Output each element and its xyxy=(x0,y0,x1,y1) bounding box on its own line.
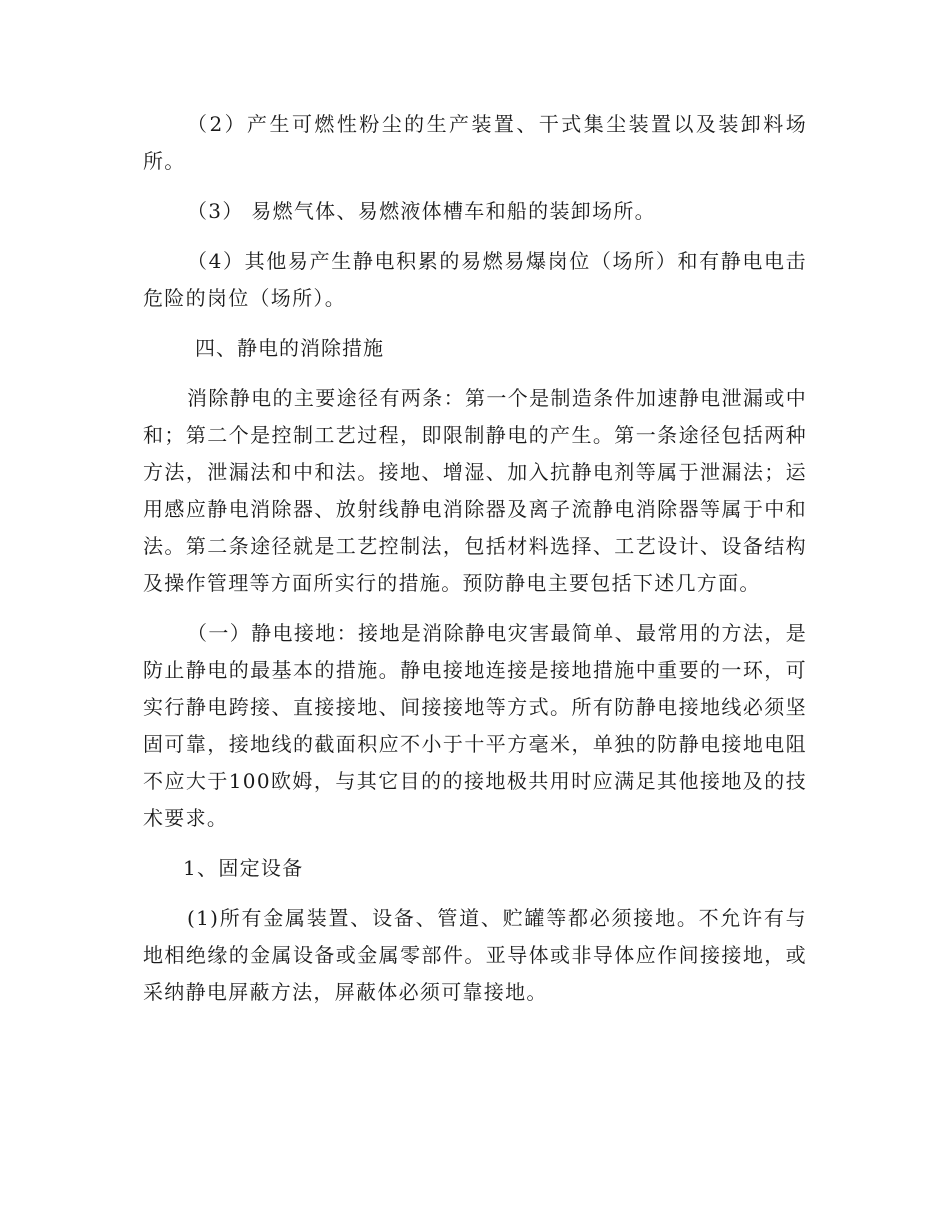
subsection-heading: 1、固定设备 xyxy=(183,856,304,880)
list-item-4: （4）其他易产生静电积累的易燃易爆岗位（场所）和有静电电击危险的岗位（场所）。 xyxy=(143,249,807,310)
list-item-2: （2）产生可燃性粉尘的生产装置、干式集尘装置以及装卸料场所。 xyxy=(143,112,807,173)
document-body xyxy=(143,106,807,1024)
list-item-3: （3） 易燃气体、易燃液体槽车和船的装卸场所。 xyxy=(187,199,656,223)
section-heading: 四、静电的消除措施 xyxy=(195,336,384,360)
body-paragraph-elimination: 消除静电的主要途径有两条：第一个是制造条件加速静电泄漏或中和；第二个是控制工艺过程，即限制静电的产生。第一条途径包括两种方法，泄漏法和中和法。接地、增湿、加入抗静电剂等属于泄漏法；运用感应静电消除器、放射线静电消除器及离子流静电消除器等属于中和法。第二条途径就是工艺控制法，包括材料选择、工艺设计、设备结构及操作管理等方面所实行的措施。预防静电主要包括下述几方面。 xyxy=(143,386,807,595)
body-paragraph-grounding: （一）静电接地：接地是消除静电灾害最简单、最常用的方法，是防止静电的最基本的措施。静电接地连接是接地措施中重要的一环，可实行静电跨接、直接接地、间接接地等方式。所有防静电接地线必须坚固可靠，接地线的截面积应不小于十平方毫米，单独的防静电接地电阻不应大于100欧姆，与其它目的的接地极共用时应满足其他接地及的技术要求。 xyxy=(143,621,807,830)
body-paragraph-fixed-equipment: (1)所有金属装置、设备、管道、贮罐等都必须接地。不允许有与地相绝缘的金属设备或金属零部件。亚导体或非导体应作间接接地，或采纳静电屏蔽方法，屏蔽体必须可靠接地。 xyxy=(143,906,807,1004)
